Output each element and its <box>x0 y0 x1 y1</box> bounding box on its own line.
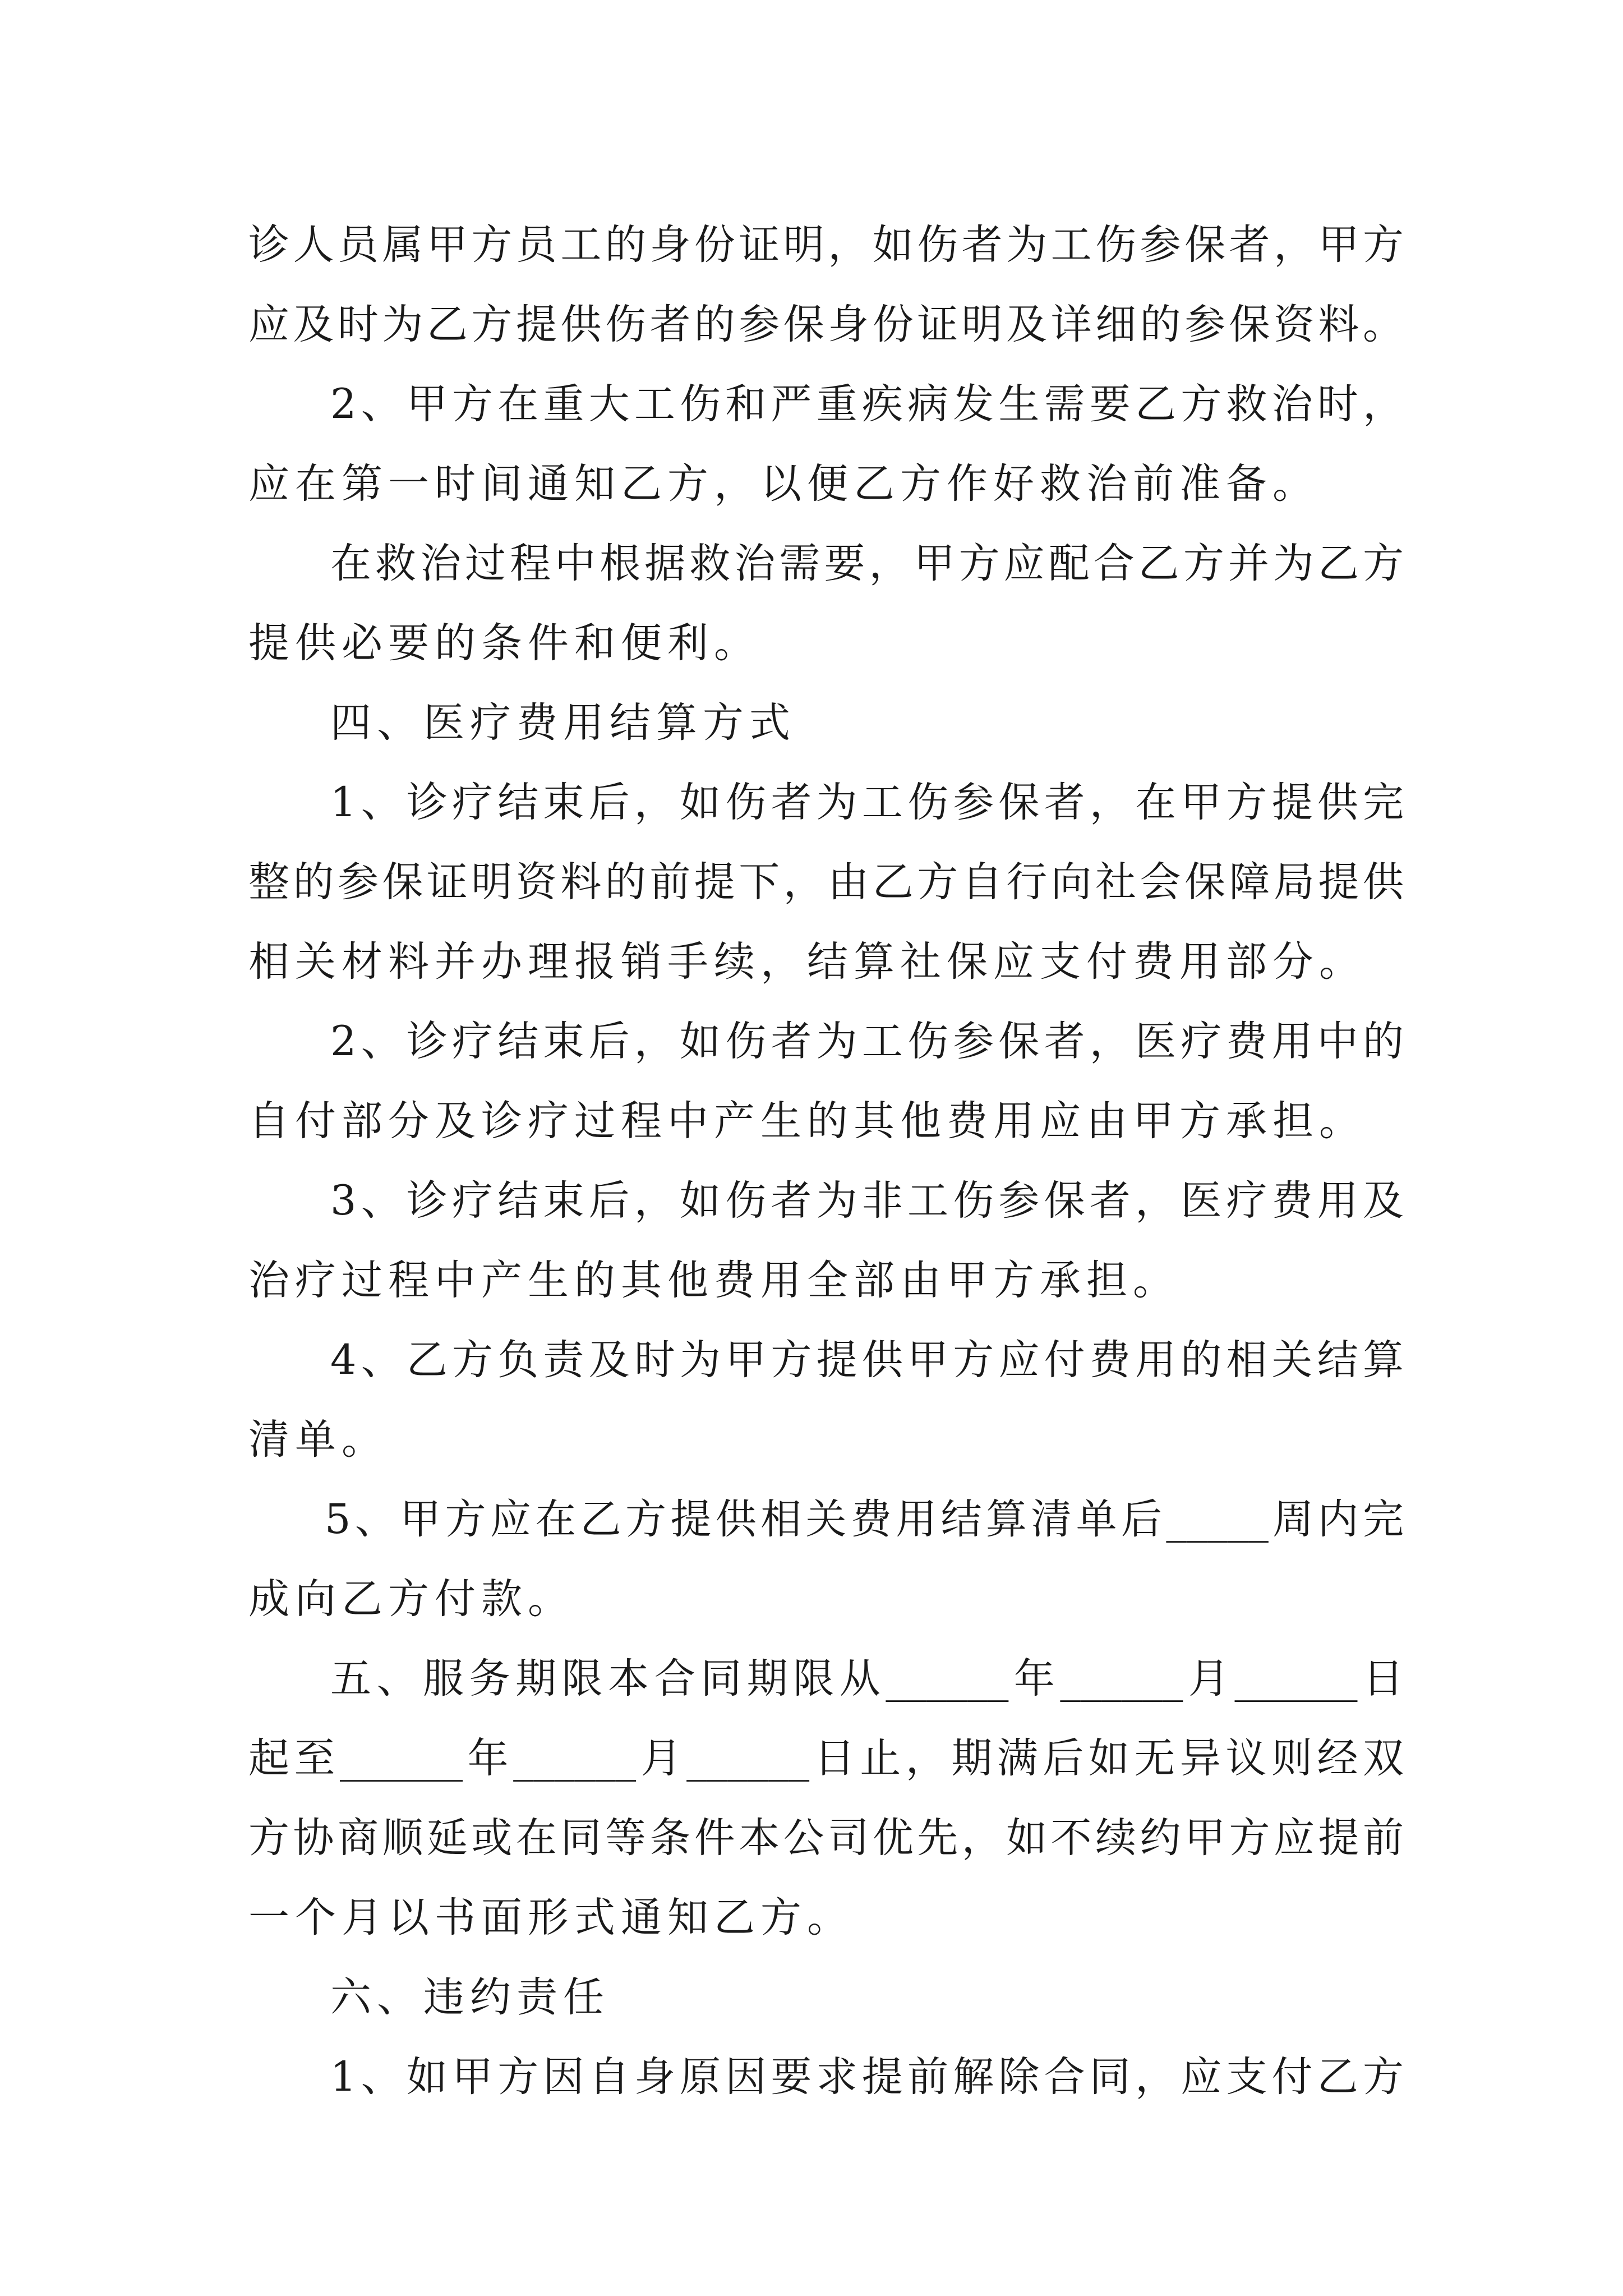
paragraph-line: 4、乙方负责及时为甲方提供甲方应付费用的相关结算 <box>330 1336 1404 1384</box>
paragraph-line: 1、诊疗结束后，如伤者为工伤参保者，在甲方提供完 <box>330 779 1404 826</box>
paragraph-line: 起至______年______月______日止，期满后如无异议则经双 <box>248 1734 1404 1782</box>
paragraph-line: 提供必要的条件和便利。 <box>248 619 760 667</box>
paragraph-line: 自付部分及诊疗过程中产生的其他费用应由甲方承担。 <box>248 1097 1366 1145</box>
paragraph-line: 应在第一时间通知乙方，以便乙方作好救治前准备。 <box>248 460 1319 508</box>
section-heading: 六、违约责任 <box>330 1973 610 2021</box>
paragraph-line: 在救治过程中根据救治需要，甲方应配合乙方并为乙方 <box>330 540 1404 587</box>
paragraph-line: 整的参保证明资料的前提下，由乙方自行向社会保障局提供 <box>248 858 1404 906</box>
paragraph-line: 诊人员属甲方员工的身份证明，如伤者为工伤参保者，甲方 <box>248 221 1404 269</box>
paragraph-line: 1、如甲方因自身原因要求提前解除合同，应支付乙方 <box>330 2053 1404 2101</box>
paragraph-line: 清单。 <box>248 1416 388 1464</box>
paragraph-line: 应及时为乙方提供伤者的参保身份证明及详细的参保资料。 <box>248 301 1404 348</box>
paragraph-line: 3、诊疗结束后，如伤者为非工伤参保者，医疗费用及 <box>330 1177 1404 1225</box>
paragraph-line: 方协商顺延或在同等条件本公司优先，如不续约甲方应提前 <box>248 1814 1404 1862</box>
paragraph-line: 2、甲方在重大工伤和严重疾病发生需要乙方救治时， <box>330 380 1404 428</box>
paragraph-line: 相关材料并办理报销手续，结算社保应支付费用部分。 <box>248 938 1366 986</box>
paragraph-line: 2、诊疗结束后，如伤者为工伤参保者，医疗费用中的 <box>330 1018 1404 1065</box>
paragraph-line: 5、甲方应在乙方提供相关费用结算清单后_____周内完 <box>325 1496 1404 1543</box>
paragraph-line: 治疗过程中产生的其他费用全部由甲方承担。 <box>248 1257 1179 1304</box>
section-heading: 四、医疗费用结算方式 <box>330 699 796 747</box>
section-heading-term: 五、服务期限本合同期限从______年______月______日 <box>330 1655 1404 1703</box>
paragraph-line: 成向乙方付款。 <box>248 1575 574 1623</box>
paragraph-line: 一个月以书面形式通知乙方。 <box>248 1894 854 1941</box>
